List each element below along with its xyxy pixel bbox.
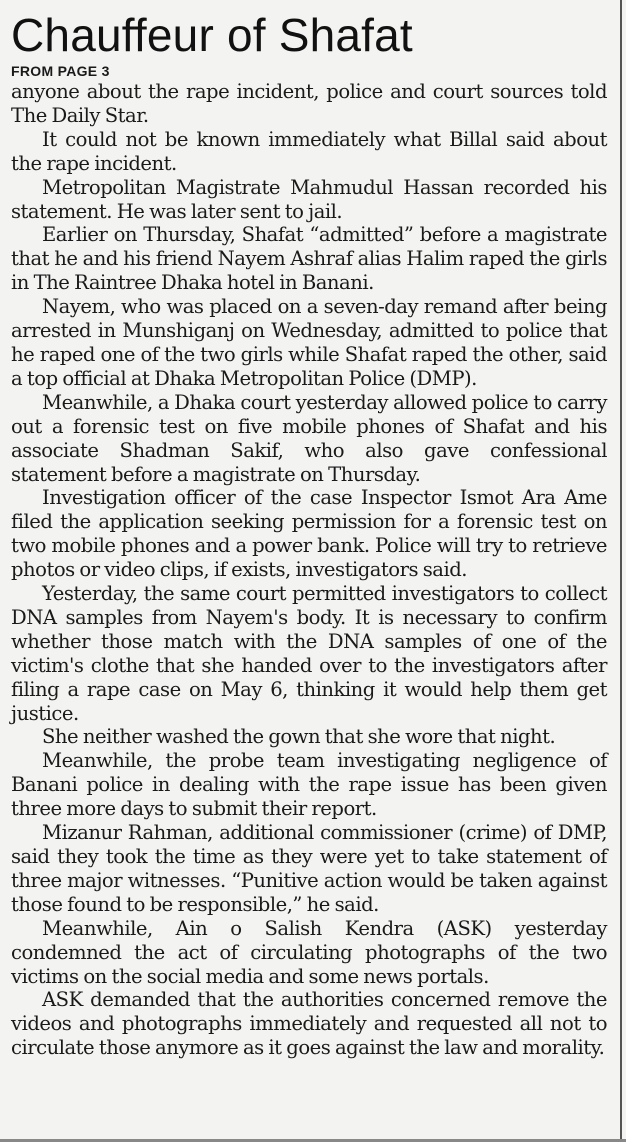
column-rule: [620, 0, 622, 1142]
article: [11, 8, 607, 1060]
paragraph: Nayem, who was placed on a seven-day remand after being arrested in Munshiganj on Wednesday, admitted to police that he raped one of the two girls while Shafat raped the other, said a top official at Dhaka Metropolitan Police (DMP).: [11, 295, 607, 390]
paragraph: Metropolitan Magistrate Mahmudul Hassan recorded his statement. He was later sent to jail.: [11, 175, 607, 223]
paragraph: Mizanur Rahman, additional commissioner (crime) of DMP, said they took the time as they were yet to take statement of three major witnesses. “Punitive action would be taken against those found to be responsible,” he said.: [11, 821, 607, 916]
paragraph: She neither washed the gown that she wore that night.: [42, 725, 556, 749]
paragraph: Meanwhile, Ain o Salish Kendra (ASK) yesterday condemned the act of circulating photographs of the two victims on the social media and some news portals.: [11, 916, 607, 988]
paragraph: ASK demanded that the authorities concerned remove the videos and photographs immediately and requested all not to circulate those anymore as it goes against the law and morality.: [11, 988, 607, 1060]
paragraph: Meanwhile, the probe team investigating negligence of Banani police in dealing with the rape issue has been given three more days to submit their report.: [11, 749, 607, 821]
paragraph: Earlier on Thursday, Shafat “admitted” before a magistrate that he and his friend Nayem Ashraf alias Halim raped the girls in The Raintree Dhaka hotel in Banani.: [11, 223, 607, 295]
continuation-kicker: FROM PAGE 3: [11, 63, 110, 79]
paragraph: anyone about the rape incident, police and court sources told The Daily Star.: [11, 80, 607, 127]
article-body: [11, 80, 607, 1060]
paragraph: Investigation officer of the case Inspector Ismot Ara Ame filed the application seeking permission for a forensic test on two mobile phones and a power bank. Police will try to retrieve photos or video clips, if exists, investigators said.: [11, 486, 607, 582]
headline: Chauffeur of Shafat: [11, 9, 413, 61]
paragraph: Yesterday, the same court permitted investigators to collect DNA samples from Nayem's body. It is necessary to confirm whether those match with the DNA samples of one of the victim's clothe that she handed over to the investigators after filing a rape case on May 6, thinking it would help them get justice.: [11, 582, 607, 725]
paragraph: Meanwhile, a Dhaka court yesterday allowed police to carry out a forensic test on five mobile phones of Shafat and his associate Shadman Sakif, who also gave confessional statement before a magistrate on Thursday.: [11, 390, 607, 486]
paragraph: It could not be known immediately what Billal said about the rape incident.: [11, 127, 607, 175]
